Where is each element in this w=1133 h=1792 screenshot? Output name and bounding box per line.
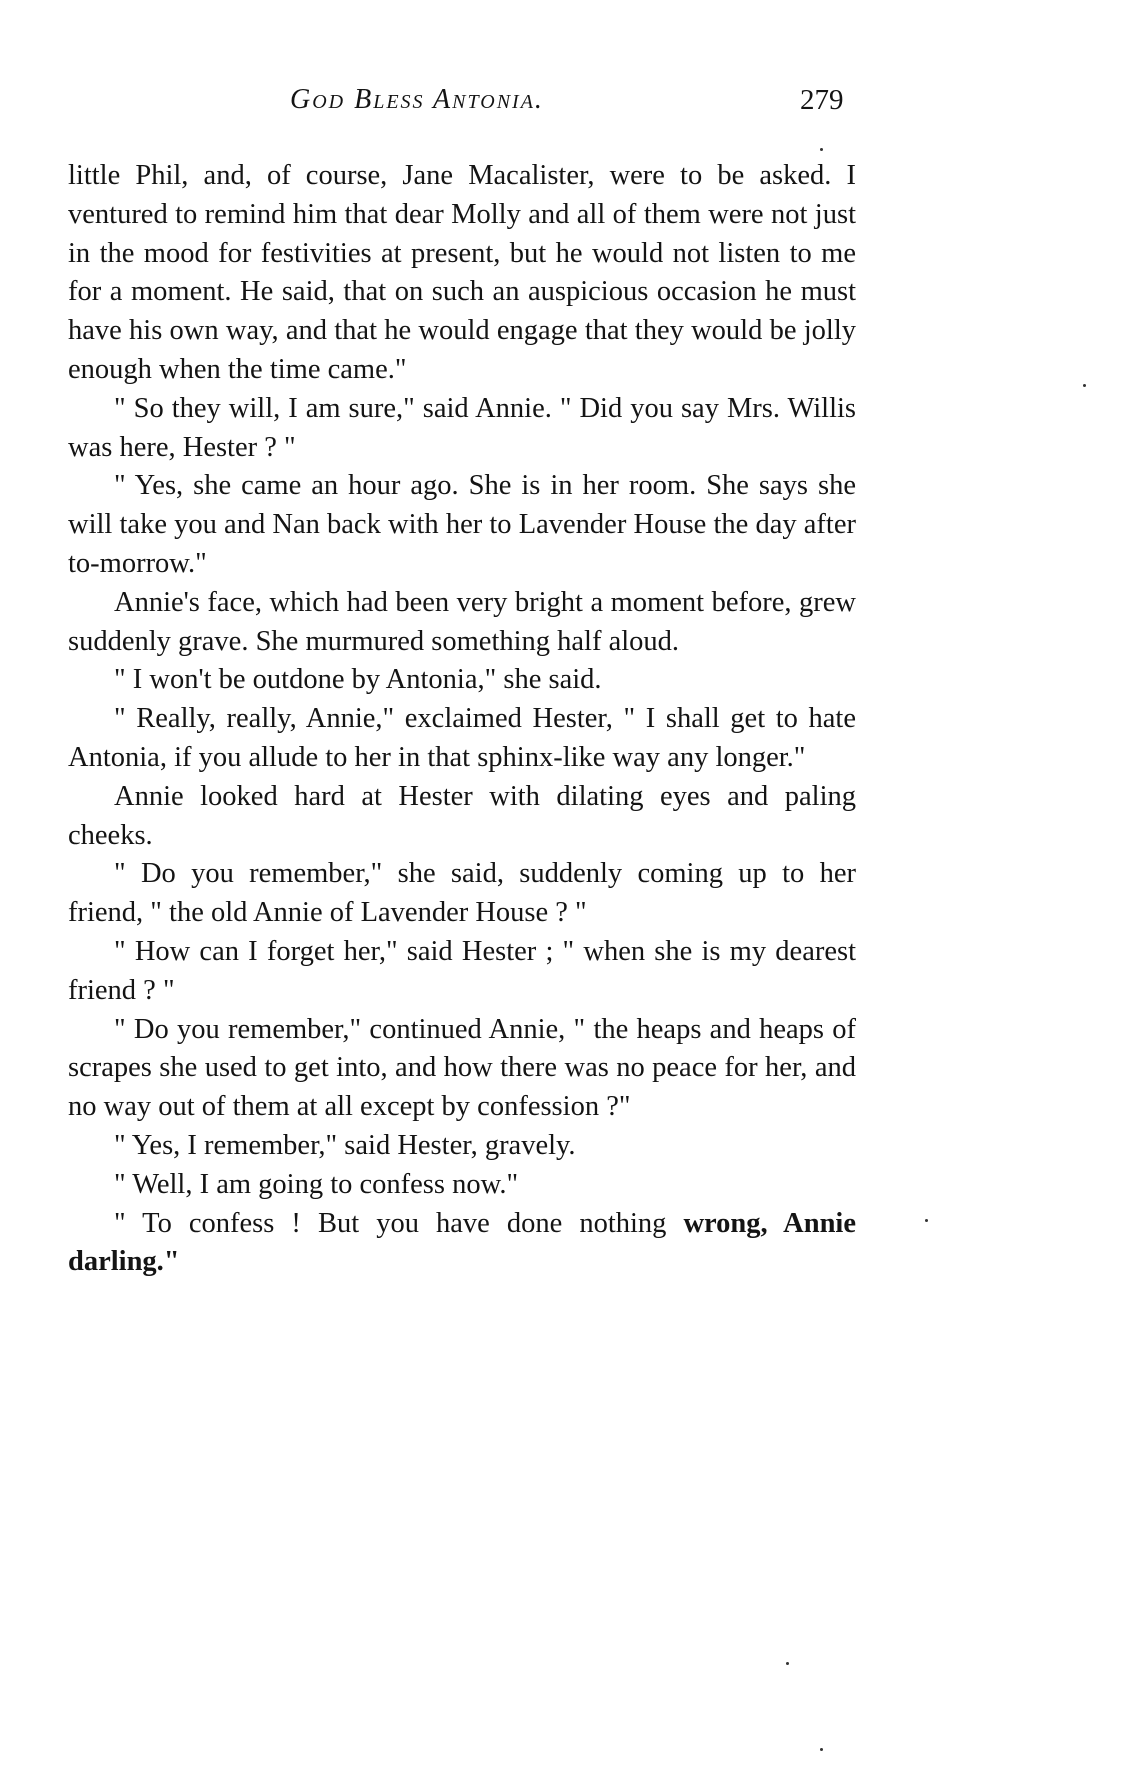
print-speck bbox=[925, 1219, 928, 1222]
print-speck bbox=[820, 1748, 823, 1751]
print-speck bbox=[786, 1662, 789, 1665]
paragraph-9: " How can I forget her," said Hester ; " when she is my dearest friend ? " bbox=[68, 935, 856, 1006]
paragraph-10: " Do you remember," continued Annie, " the heaps and heaps of scrapes she used to get into, and how there was no peace for her, and no way out of them at all except by confession ?" bbox=[68, 1013, 856, 1123]
paragraph-11: " Yes, I remember," said Hester, gravely. bbox=[114, 1129, 576, 1161]
page-header bbox=[0, 84, 1133, 124]
paragraph-3: " Yes, she came an hour ago. She is in her room. She says she will take you and Nan back with her to Lavender House the day after to-morrow." bbox=[68, 470, 856, 579]
paragraph-2: " So they will, I am sure," said Annie. " Did you say Mrs. Willis was here, Hester ? " bbox=[68, 392, 856, 463]
paragraph-7: Annie looked hard at Hester with dilating eyes and paling cheeks. bbox=[68, 780, 856, 851]
body-text bbox=[68, 157, 856, 1282]
paragraph-12: " Well, I am going to confess now." bbox=[114, 1168, 519, 1200]
paragraph-13-bold-tail: wrong, Annie darling." bbox=[68, 1207, 856, 1278]
print-speck bbox=[820, 148, 823, 151]
paragraph-8: " Do you remember," she said, suddenly coming up to her friend, " the old Annie of Lavender House ? " bbox=[68, 858, 856, 929]
paragraph-13 bbox=[68, 1205, 856, 1283]
paragraph-4: Annie's face, which had been very bright a moment before, grew suddenly grave. She murmured something half aloud. bbox=[68, 586, 856, 657]
paragraph-13-start: " To confess ! But you have done nothing bbox=[114, 1207, 684, 1239]
paragraph-5: " I won't be outdone by Antonia," she said. bbox=[114, 664, 602, 696]
print-speck bbox=[1083, 384, 1086, 387]
running-title: God Bless Antonia. bbox=[290, 84, 544, 115]
paragraph-1: little Phil, and, of course, Jane Macalister, were to be asked. I ventured to remind him that dear Molly and all of them were not just in the mood for festivities at present, but he would not listen to me for a moment. He said, that on such an auspicious occasion he must have his own way, and that he would engage that they would be jolly enough when the time came." bbox=[68, 160, 856, 385]
paragraph-6: " Really, really, Annie," exclaimed Hester, " I shall get to hate Antonia, if you allude to her in that sphinx-like way any longer." bbox=[68, 703, 856, 773]
page-number: 279 bbox=[800, 84, 844, 116]
